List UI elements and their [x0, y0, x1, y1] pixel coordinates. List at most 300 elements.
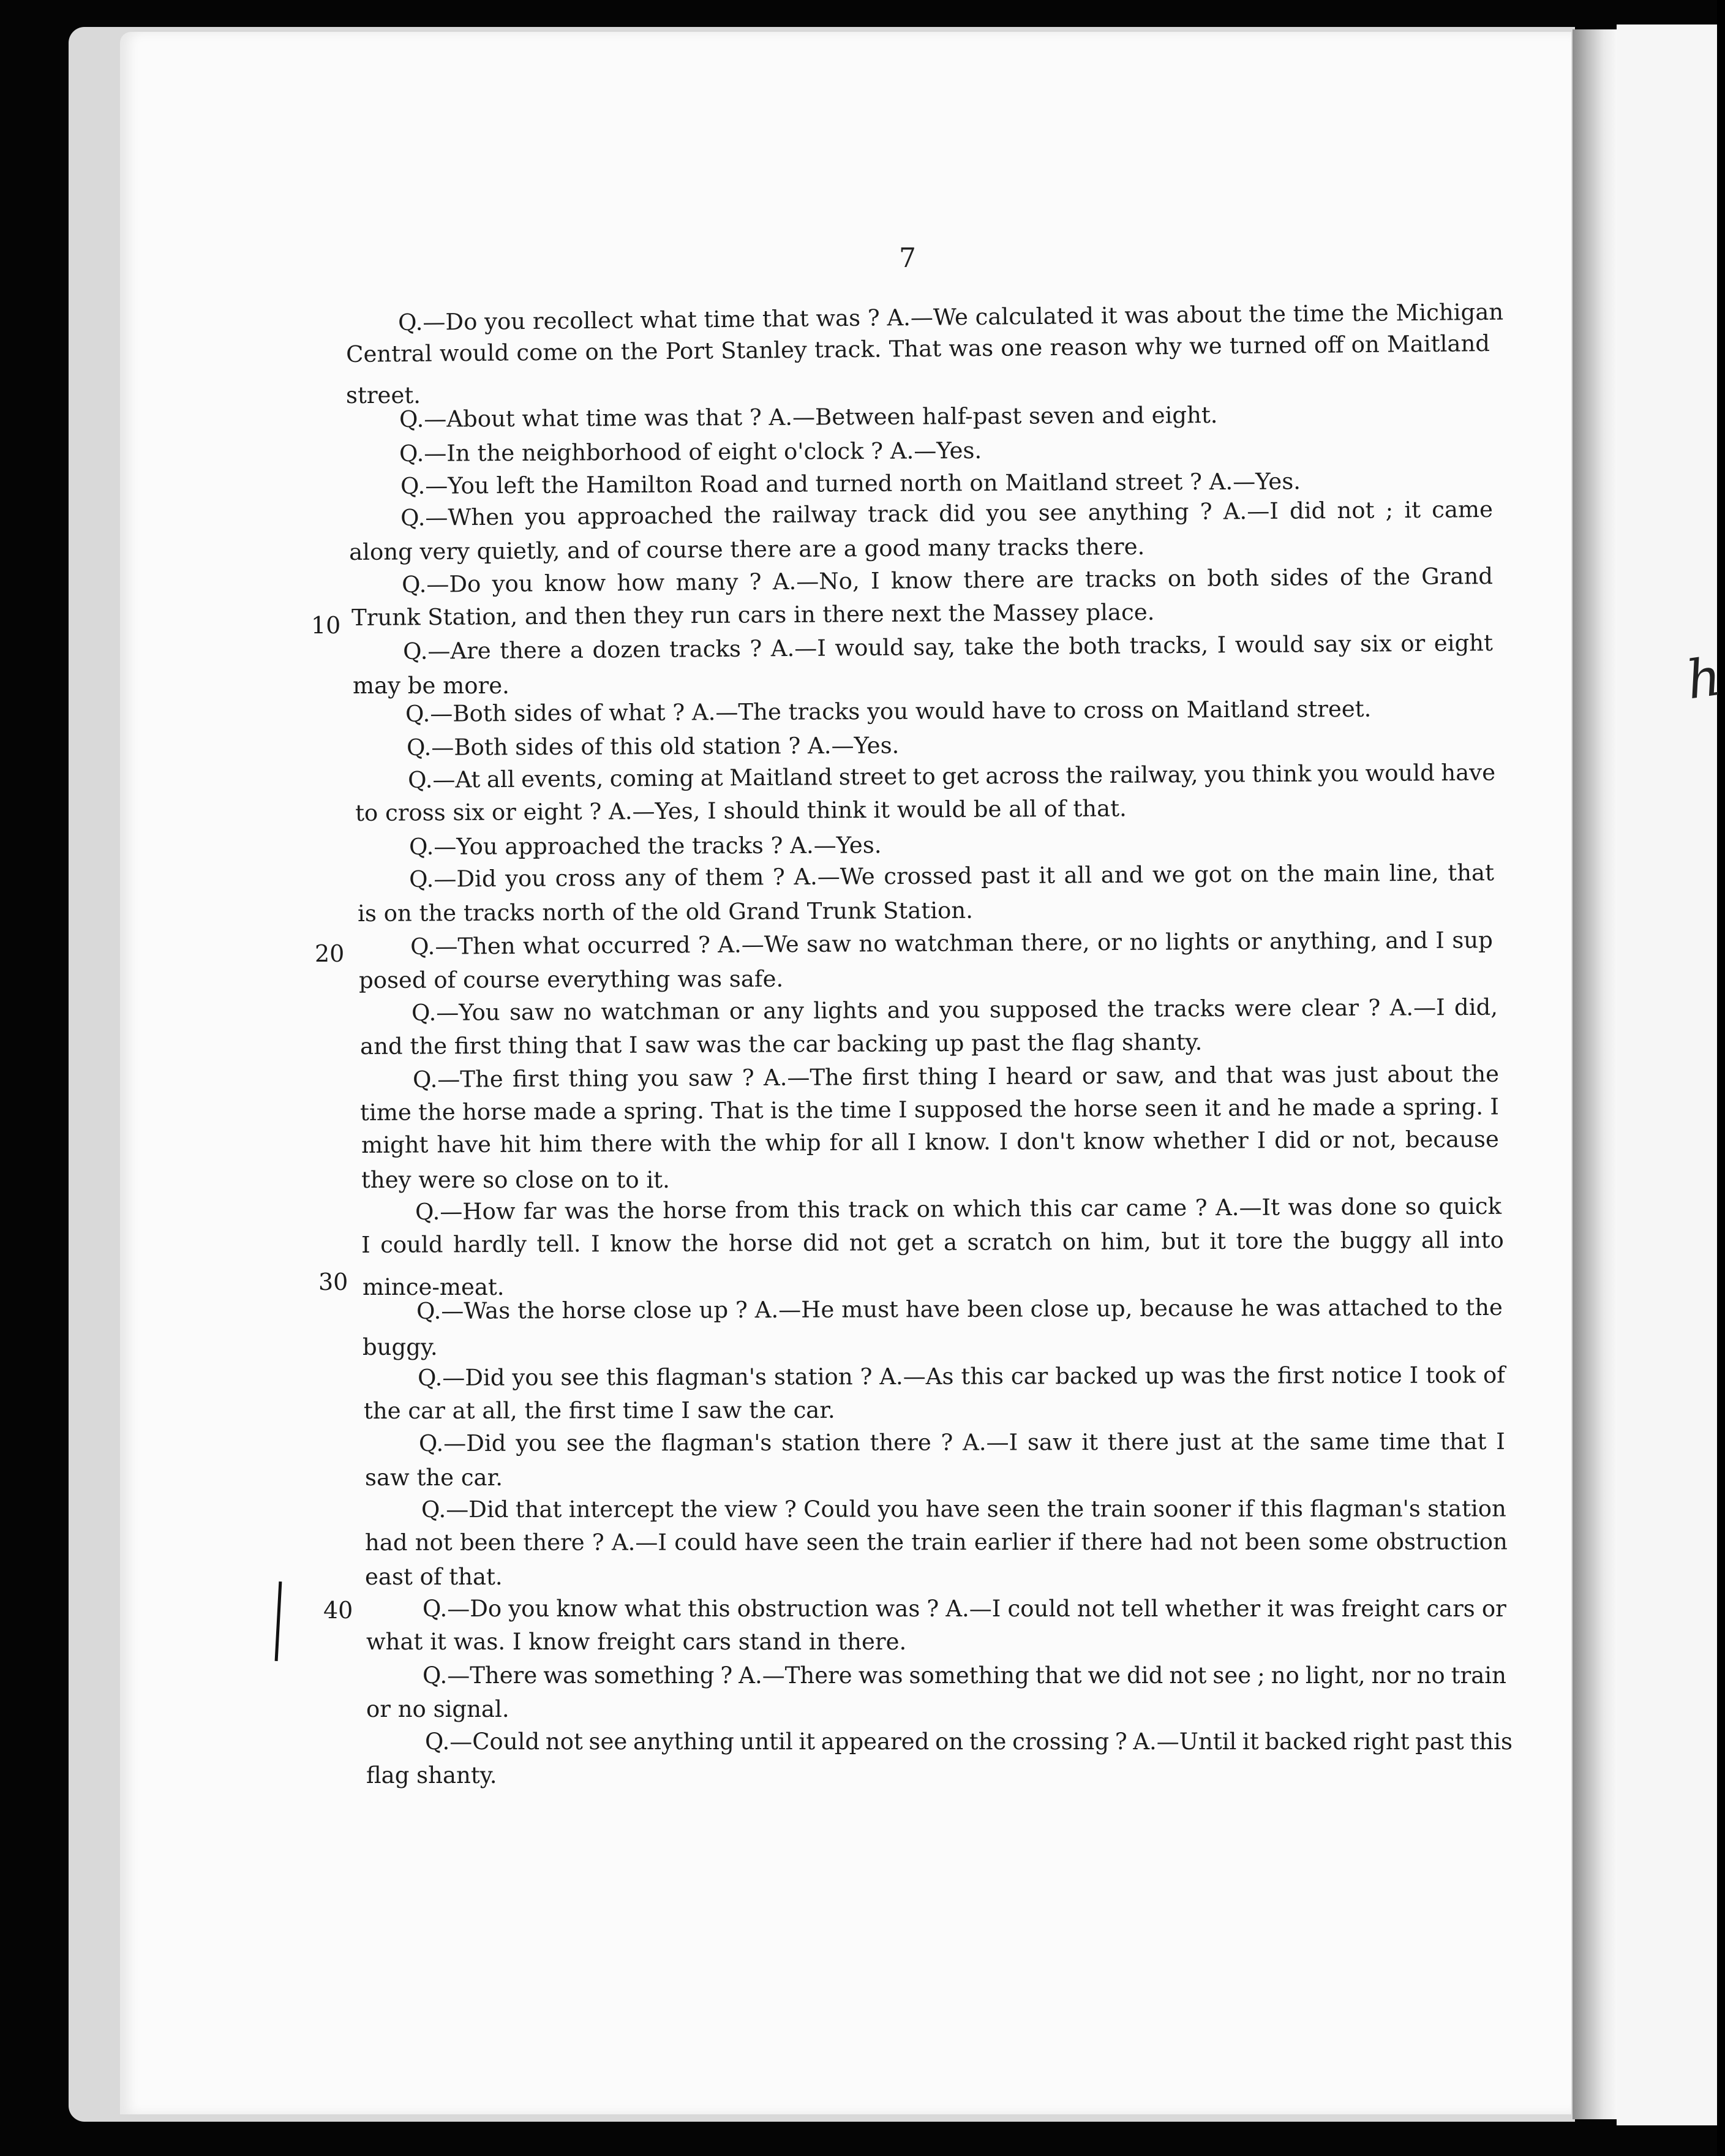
word: across [985, 762, 1060, 790]
word: A.—We [794, 863, 875, 891]
word: I [987, 1063, 997, 1090]
word: I [361, 1231, 370, 1258]
word: lights [813, 997, 878, 1024]
word: quick [1438, 1193, 1502, 1220]
word: obstruction [1375, 1528, 1508, 1555]
word: Q.—Then [410, 932, 516, 960]
text-line: Q.—You left the Hamilton Road and turned north on Maitland street ? A.—Yes. [400, 468, 1301, 499]
word: ? [926, 1596, 939, 1622]
word: main [1323, 860, 1381, 887]
line-number-10: 10 [311, 612, 341, 639]
word: earlier [974, 1529, 1051, 1556]
word: ? [941, 1429, 953, 1456]
word: saw [1027, 1429, 1072, 1456]
word: Maitland [729, 764, 833, 791]
word: know [544, 570, 606, 597]
text-line: Q.—In the neighborhood of eight o'clock ? A.—Yes. [399, 437, 982, 467]
word: occurred [587, 932, 691, 959]
word: what [522, 932, 580, 959]
word: ? [1368, 994, 1381, 1021]
word: station [773, 1363, 853, 1390]
word: you [512, 1364, 554, 1391]
word: not [849, 1229, 887, 1256]
word: saw, [1116, 1062, 1165, 1089]
word: had [1150, 1528, 1193, 1555]
word: have [744, 1529, 799, 1556]
word: past [980, 862, 1030, 889]
text-line: saw the car. [365, 1464, 503, 1491]
word: I [1496, 1428, 1505, 1455]
word: flagman's [656, 1363, 767, 1390]
word: far [523, 1197, 557, 1225]
word: Q.—Could [425, 1728, 540, 1755]
word: would [1365, 760, 1435, 787]
word: on [935, 1728, 964, 1755]
word: A.—It [1215, 1194, 1280, 1221]
word: first [1277, 1362, 1325, 1389]
word: cars [1426, 1596, 1475, 1622]
word: there [500, 636, 562, 664]
word: all [871, 1129, 899, 1156]
word: is [770, 1097, 789, 1124]
word: watchman [894, 929, 1014, 957]
word: That [711, 1097, 764, 1124]
word: would [1235, 631, 1305, 658]
word: A.—The [763, 1064, 853, 1091]
word: them [705, 864, 764, 891]
word: saw [509, 998, 554, 1026]
word: anything, [1269, 927, 1378, 955]
word: see [588, 1728, 628, 1755]
word: to [912, 763, 936, 790]
text-line: Trunk Station, and then they run cars in there next the Massey place. [351, 598, 1155, 631]
word: did [1289, 497, 1326, 524]
word: from [735, 1196, 790, 1224]
word: could [674, 1529, 737, 1556]
word: tell [1121, 1596, 1159, 1622]
word: horse [1073, 1095, 1138, 1122]
word: or [1319, 1126, 1344, 1153]
word: think [1252, 760, 1312, 788]
word: A.—I [770, 635, 827, 662]
word: was [1276, 1294, 1321, 1322]
word: know [1083, 1128, 1145, 1155]
word: into [1459, 1226, 1505, 1254]
word: the [617, 1197, 655, 1224]
word: that [1035, 1662, 1082, 1689]
word: it [1242, 1728, 1259, 1755]
word: Q.—How [415, 1198, 516, 1225]
word: railway, [1109, 761, 1198, 789]
word: there [1081, 1528, 1143, 1555]
word: up [1144, 1362, 1174, 1389]
word: I [590, 1231, 600, 1257]
word: on [916, 1196, 945, 1223]
word: how [617, 569, 665, 597]
word: you [492, 570, 533, 597]
word: the [1277, 860, 1315, 888]
word: and [1385, 927, 1428, 954]
word: came [1126, 1194, 1187, 1221]
text-line: Q.—You approached the tracks ? A.—Yes. [408, 832, 882, 860]
word: must [841, 1296, 899, 1323]
word: the [517, 1297, 555, 1324]
word: have [925, 1496, 980, 1523]
word: made [533, 1098, 596, 1125]
word: had [364, 1529, 408, 1556]
word: turned [1229, 331, 1307, 360]
word: light, [1305, 1662, 1366, 1689]
word: have [1441, 759, 1496, 786]
word: been [1245, 1528, 1301, 1555]
word: sooner [1153, 1495, 1231, 1522]
word: no [1416, 1662, 1445, 1689]
word: which [953, 1195, 1022, 1223]
text-line: Q.—Both sides of what ? A.—The tracks you would have to cross on Maitland street. [405, 695, 1372, 727]
word: A.—He [754, 1296, 835, 1324]
word: it [1204, 1095, 1222, 1121]
word: Q.—Did [417, 1364, 505, 1391]
word: the [796, 1096, 833, 1124]
word: ? [749, 568, 762, 595]
word: and [1174, 1062, 1217, 1089]
word: a [569, 636, 584, 663]
word: know [556, 1596, 618, 1622]
word: Q.—Did [418, 1430, 506, 1457]
text-line: is on the tracks north of the old Grand Trunk Station. [357, 897, 974, 927]
word: was [1290, 1596, 1335, 1622]
word: or [1481, 1596, 1506, 1622]
word: we [1152, 861, 1186, 888]
word: there [1107, 1428, 1170, 1456]
word: car [1010, 1363, 1048, 1390]
word: first [862, 1063, 909, 1091]
word: Q.—The [412, 1066, 503, 1093]
right-page [1617, 24, 1717, 2125]
word: with [660, 1130, 712, 1157]
word: this [688, 1596, 731, 1622]
word: past [1415, 1728, 1464, 1755]
word: you [986, 499, 1028, 527]
text-line [423, 1597, 1506, 1620]
word: this [1470, 1728, 1513, 1755]
word: horse [562, 1297, 626, 1324]
word: not [545, 1728, 583, 1755]
word: ? [1195, 1194, 1208, 1221]
word: freight [1341, 1596, 1420, 1622]
word: Q.—Was [416, 1297, 511, 1324]
word: at [1230, 1428, 1253, 1455]
word: car [1080, 1194, 1118, 1222]
word: if [1238, 1495, 1254, 1522]
word: station [1427, 1495, 1506, 1522]
word: ? [784, 1496, 797, 1523]
word: time [840, 1096, 892, 1123]
text-line: Q.—About what time was that ? A.—Between half-past seven and eight. [399, 402, 1218, 432]
text-line: east of that. [365, 1564, 503, 1590]
word: made [1312, 1094, 1375, 1121]
word: were [1235, 995, 1292, 1022]
word: A.—I [611, 1529, 667, 1556]
word: station [781, 1429, 860, 1456]
word: you [505, 865, 547, 892]
word: of [1339, 564, 1362, 590]
word: Could [803, 1496, 871, 1523]
text-line [419, 1430, 1505, 1455]
word: ? [860, 1363, 873, 1390]
word: until [740, 1728, 793, 1755]
word: train [1451, 1662, 1506, 1689]
word: you [637, 1065, 679, 1092]
text-line: Q.—Both sides of this old station ? A.—Yes. [406, 732, 900, 761]
word: see [560, 1364, 599, 1391]
word: say, [913, 633, 956, 661]
word: not [1169, 1662, 1207, 1689]
text-line [423, 1664, 1506, 1687]
word: tracks [1084, 565, 1157, 593]
word: nor [1371, 1662, 1411, 1689]
word: I [1435, 927, 1445, 954]
word: seen [806, 1529, 860, 1556]
word: why [1135, 333, 1182, 360]
word: have [905, 1295, 960, 1323]
word: ? [742, 1065, 754, 1091]
word: just [1178, 1428, 1221, 1455]
word: horse [728, 1229, 793, 1257]
word: up [699, 1297, 729, 1324]
word: know [610, 1230, 672, 1257]
word: that [1226, 1061, 1273, 1089]
word: A.—No, [772, 568, 860, 595]
word: ? [772, 864, 785, 891]
word: flagman's [661, 1429, 772, 1457]
word: this [961, 1363, 1004, 1390]
word: ; [1257, 1662, 1265, 1689]
word: horse [462, 1098, 527, 1126]
word: A.—I [945, 1596, 1001, 1622]
word: no [1271, 1662, 1299, 1689]
word: A.—Until [1133, 1728, 1237, 1755]
word: you [878, 1496, 919, 1523]
word: track [867, 500, 928, 528]
word: whether [1165, 1596, 1261, 1622]
word: Q.—Did [408, 865, 497, 892]
word: reason [1050, 333, 1128, 361]
text-line [409, 861, 1494, 891]
word: not, [1352, 1126, 1397, 1153]
word: That [889, 335, 942, 363]
word: one [1001, 334, 1043, 361]
word: the [1029, 1095, 1067, 1123]
word: on [585, 338, 614, 366]
word: Q.—You [411, 999, 500, 1026]
word: tracks [1154, 995, 1226, 1022]
word: A.—I [1223, 497, 1279, 525]
word: took [1426, 1362, 1476, 1389]
word: both [1069, 632, 1121, 660]
word: lights [1165, 928, 1230, 956]
word: it [1404, 496, 1421, 524]
text-line: street. [346, 382, 421, 409]
word: Q.—Are [402, 637, 491, 665]
word: the [969, 1728, 1007, 1755]
word: know [890, 567, 953, 594]
word: a [603, 1098, 617, 1125]
word: it [1209, 1227, 1227, 1254]
word: say [1313, 630, 1351, 658]
word: any [763, 997, 805, 1024]
word: Stanley [720, 336, 808, 364]
word: A.—As [879, 1363, 954, 1390]
text-line: buggy. [363, 1334, 438, 1360]
line-number-30: 30 [318, 1268, 348, 1295]
word: train [911, 1529, 967, 1556]
line-number-40: 40 [323, 1597, 353, 1624]
word: was [543, 1662, 588, 1689]
word: track. [814, 336, 882, 363]
text-line: along very quietly, and of course there are a good many tracks there. [348, 533, 1145, 565]
word: obstruction [737, 1596, 869, 1622]
word: Q.—Do [401, 570, 481, 598]
text-line [412, 1060, 1500, 1093]
word: was [1288, 1194, 1333, 1221]
word: any [624, 864, 666, 891]
text-line [411, 993, 1498, 1026]
word: did [938, 500, 975, 527]
word: or [1097, 929, 1122, 956]
word: know. [925, 1128, 991, 1156]
word: the [1373, 564, 1411, 590]
word: hardly [453, 1231, 527, 1258]
word: on [1062, 1228, 1091, 1256]
word: I [1490, 1093, 1500, 1120]
word: it [799, 1728, 816, 1755]
word: him, [1100, 1228, 1152, 1255]
word: A.—I [1389, 994, 1445, 1021]
word: horse [663, 1197, 727, 1224]
word: first [512, 1065, 560, 1093]
word: heard [1005, 1063, 1073, 1090]
word: close [1030, 1295, 1089, 1322]
word: but [1161, 1228, 1200, 1255]
word: the [614, 1430, 652, 1457]
word: just [1335, 1061, 1378, 1088]
word: the [1465, 1294, 1503, 1321]
word: was [564, 1197, 609, 1224]
word: whether [1152, 1127, 1249, 1155]
text-line: to cross six or eight ? A.—Yes, I should think it would be all of that. [355, 795, 1127, 826]
word: did [802, 1229, 840, 1256]
word: events, [521, 765, 604, 793]
word: the [1462, 1060, 1500, 1088]
word: see [1212, 1662, 1252, 1689]
word: it [1081, 1429, 1099, 1456]
word: same [1309, 1428, 1370, 1455]
word: some [1308, 1528, 1369, 1555]
text-line: the car at all, the first time I saw the car. [363, 1396, 835, 1424]
word: this [797, 1196, 841, 1223]
word: eight [1434, 630, 1494, 657]
word: I [898, 1096, 908, 1123]
word: cross [555, 864, 616, 892]
word: the [720, 1129, 757, 1156]
word: scratch [967, 1229, 1053, 1256]
text-line [365, 1530, 1508, 1554]
word: many [675, 568, 738, 596]
word: watchman [601, 998, 720, 1025]
word: ? [735, 1297, 748, 1324]
word: come [516, 339, 578, 366]
word: the [1107, 995, 1145, 1023]
word: Maitland [1386, 330, 1490, 358]
word: supposed [989, 996, 1099, 1023]
word: we [1088, 1662, 1121, 1689]
word: and [887, 997, 930, 1023]
word: track [848, 1196, 909, 1223]
word: are [1035, 566, 1074, 593]
word: or [729, 998, 754, 1025]
word: six [1359, 630, 1392, 657]
word: was [1181, 1362, 1226, 1389]
word: off [1313, 331, 1344, 358]
word: that [1440, 1428, 1487, 1455]
word: I [870, 567, 880, 594]
word: tore [1236, 1227, 1283, 1254]
word: this [1029, 1195, 1073, 1222]
text-line: may be more. [353, 673, 509, 699]
word: Q.—There [423, 1662, 538, 1689]
word: time [359, 1099, 412, 1126]
word: ? [750, 635, 762, 662]
word: of [674, 864, 697, 891]
word: he [1277, 1094, 1306, 1121]
word: this [606, 1364, 649, 1391]
word: or [1400, 630, 1426, 657]
word: on [1167, 565, 1197, 592]
word: no [563, 998, 592, 1025]
word: there [870, 1429, 931, 1456]
word: all [486, 766, 515, 793]
word: there [523, 1529, 585, 1556]
right-page-fragment: h [1683, 646, 1725, 712]
word: I [1257, 1127, 1266, 1154]
word: ; [1385, 497, 1394, 524]
word: view [724, 1496, 778, 1523]
word: line, [1389, 859, 1439, 887]
word: or [1237, 928, 1262, 955]
word: there [963, 567, 1025, 594]
word: the [1047, 1496, 1084, 1523]
word: I [1409, 1362, 1419, 1389]
word: spring. [623, 1098, 705, 1125]
word: approached [577, 502, 713, 530]
word: no [1129, 929, 1158, 956]
word: not [1337, 497, 1375, 524]
word: flagman's [1310, 1495, 1421, 1522]
line-number-20: 20 [315, 940, 345, 967]
word: Port [665, 337, 714, 364]
word: no [859, 930, 887, 957]
word: not [1077, 1596, 1114, 1622]
text-line: flag shanty. [366, 1762, 497, 1789]
word: not [415, 1529, 453, 1556]
word: anything [633, 1728, 734, 1755]
text-line: posed of course everything was safe. [358, 965, 784, 993]
word: might [361, 1131, 429, 1158]
word: him [539, 1131, 583, 1158]
word: see [1038, 499, 1077, 526]
word: at [700, 764, 723, 791]
